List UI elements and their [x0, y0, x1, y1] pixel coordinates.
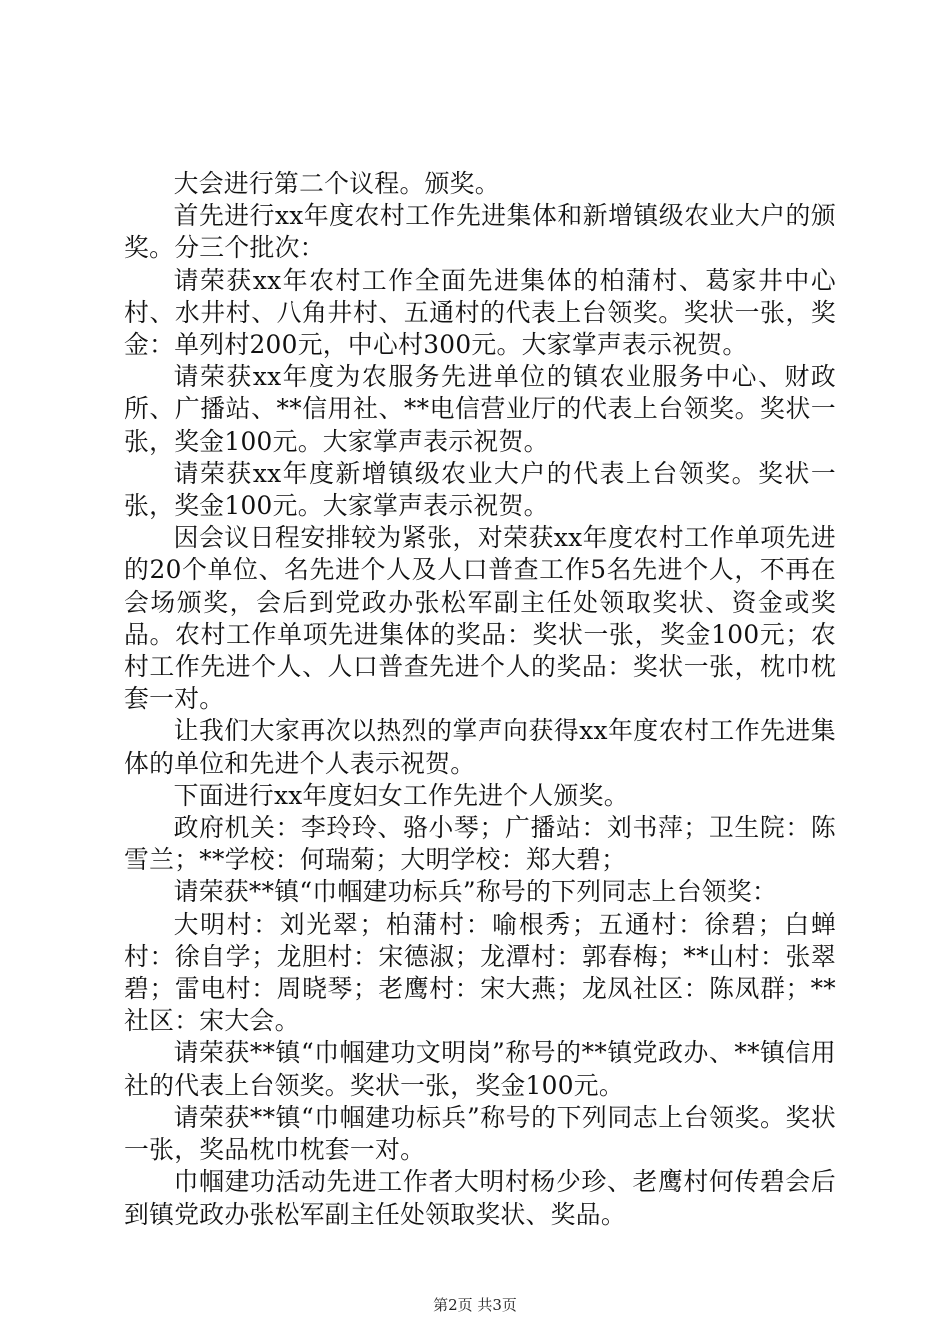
paragraph-government-list: 政府机关：李玲玲、骆小琴；广播站：刘书萍；卫生院：陈雪兰；**学校：何瑞菊；大明学校：郑大碧；	[124, 813, 836, 875]
paragraph-civilized-post-award: 请荣获**镇“巾帼建功文明岗”称号的**镇党政办、**镇信用社的代表上台领奖。奖状一张，奖金100元。	[124, 1038, 836, 1100]
paragraph-farmer-award: 请荣获xx年度新增镇级农业大户的代表上台领奖。奖状一张，奖金100元。大家掌声表示祝贺。	[124, 458, 836, 521]
paragraph-women-award-intro: 下面进行xx年度妇女工作先进个人颁奖。	[173, 780, 629, 810]
paragraph-intro: 首先进行xx年度农村工作先进集体和新增镇级农业大户的颁奖。分三个批次：	[124, 201, 836, 263]
page-number-footer: 第2页 共3页	[433, 1296, 517, 1314]
paragraph-congratulations: 让我们大家再次以热烈的掌声向获得xx年度农村工作先进集体的单位和先进个人表示祝贺。	[124, 716, 836, 778]
paragraph-schedule-note: 因会议日程安排较为紧张，对荣获xx年度农村工作单项先进的20个单位、名先进个人及人口普查工作5名先进个人，不再在会场颁奖，会后到党政办张松军副主任处领取奖状、资金或奖品。农村工作单项先进集体的奖品：奖状一张，奖金100元；农村工作先进个人、人口普查先进个人的奖品：奖状一张，枕巾枕套一对。	[124, 523, 836, 714]
paragraph-village-list: 大明村：刘光翠；柏蒲村：喻根秀；五通村：徐碧；白蝉村：徐自学；龙胆村：宋德淑；龙潭村：郭春梅；**山村：张翠碧；雷电村：周晓琴；老鹰村：宋大燕；龙凤社区：陈凤群；**社区：宋大会。	[124, 909, 836, 1036]
paragraph-model-award-prize: 请荣获**镇“巾帼建功标兵”称号的下列同志上台领奖。奖状一张，奖品枕巾枕套一对。	[124, 1102, 836, 1165]
paragraph-advanced-workers: 巾帼建功活动先进工作者大明村杨少珍、老鹰村何传碧会后到镇党政办张松军副主任处领取奖状、奖品。	[124, 1167, 836, 1229]
paragraph-collective-award: 请荣获xx年农村工作全面先进集体的柏蒲村、葛家井中心村、水井村、八角井村、五通村的代表上台领奖。奖状一张，奖金：单列村200元，中心村300元。大家掌声表示祝贺。	[124, 265, 836, 360]
document-body	[124, 168, 836, 1231]
paragraph-agenda: 大会进行第二个议程。颁奖。	[173, 169, 500, 198]
paragraph-service-unit-award: 请荣获xx年度为农服务先进单位的镇农业服务中心、财政所、广播站、**信用社、**电信营业厅的代表上台领奖。奖状一张，奖金100元。大家掌声表示祝贺。	[124, 362, 836, 456]
paragraph-model-award-call: 请荣获**镇“巾帼建功标兵”称号的下列同志上台领奖：	[173, 877, 778, 907]
